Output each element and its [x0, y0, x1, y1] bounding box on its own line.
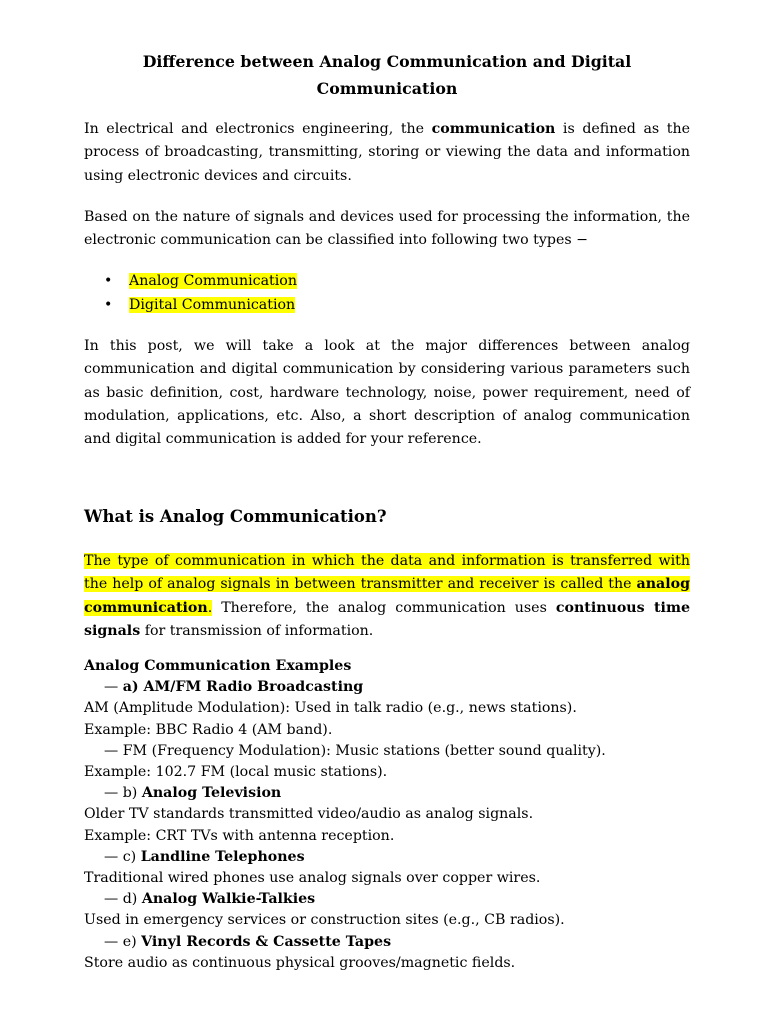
example-e-prefix: e)	[122, 933, 142, 950]
example-a-label: a) AM/FM Radio Broadcasting	[122, 679, 364, 696]
definition-highlight-dot: .	[207, 599, 213, 616]
example-c-prefix: c)	[122, 848, 141, 865]
example-am-example: Example: BBC Radio 4 (AM band).	[84, 721, 333, 738]
example-d-text: Used in emergency services or construction sites (e.g., CB radios).	[84, 912, 565, 929]
bullet-icon: •	[104, 273, 113, 289]
example-b-label: Analog Television	[141, 785, 282, 802]
dash-glyph: —	[104, 891, 119, 908]
types-list	[104, 270, 297, 317]
title-line-2: Communication	[316, 78, 458, 98]
example-c-label: Landline Telephones	[140, 848, 305, 865]
dash-glyph: —	[104, 742, 119, 759]
example-b-example: Example: CRT TVs with antenna reception.	[84, 827, 395, 844]
example-c-heading	[84, 847, 704, 868]
intro-text-post: is defined as the process of broadcasting, transmitting, storing or viewing the data and information using electronic devices and circuits.	[84, 121, 690, 184]
dash-glyph: —	[104, 848, 119, 865]
example-am-text: AM (Amplitude Modulation): Used in talk radio (e.g., news stations).	[84, 700, 577, 717]
example-b-heading	[84, 783, 704, 804]
definition-highlight-term: analog communication	[84, 576, 690, 616]
example-d-prefix: d)	[122, 891, 142, 908]
dash-glyph: —	[104, 785, 119, 802]
example-d-heading	[84, 889, 704, 910]
list-item	[104, 270, 297, 294]
overview-paragraph: In this post, we will take a look at the major differences between analog communication and digital communication by considering various parameters such as basic definition, cost, hardware technology, noise, power requirement, need of modulation, applications, etc. Also, a short description of analog communication and digital communication is added for your reference.	[84, 338, 690, 448]
example-b-prefix: b)	[122, 785, 142, 802]
definition-highlight: The type of communication in which the data and information is transferred with the help of analog signals in between transmitter and receiver is called the	[84, 553, 690, 593]
example-fm-line	[84, 741, 704, 762]
section-heading: What is Analog Communication?	[84, 507, 387, 526]
example-fm-text: FM (Frequency Modulation): Music stations (better sound quality).	[122, 742, 606, 759]
example-d-label: Analog Walkie-Talkies	[141, 891, 316, 908]
list-item-label: Analog Communication	[129, 273, 297, 289]
intro-bold-term: communication	[431, 121, 556, 137]
examples-heading: Analog Communication Examples	[84, 658, 352, 674]
definition-text-1: Therefore, the analog communication uses	[212, 599, 556, 616]
list-item-label: Digital Communication	[129, 296, 296, 313]
page-title	[84, 49, 690, 102]
example-e-text: Store audio as continuous physical grooves/magnetic fields.	[84, 954, 516, 971]
example-e-label: Vinyl Records & Cassette Tapes	[141, 933, 392, 950]
example-a-heading	[84, 677, 704, 698]
intro-paragraph	[84, 118, 690, 188]
definition-bold-term: continuous time signals	[84, 599, 690, 639]
bullet-icon: •	[104, 296, 113, 313]
classification-paragraph: Based on the nature of signals and devices used for processing the information, the electronic communication can be classified into following two types −	[84, 209, 690, 249]
title-line-1: Difference between Analog Communication and Digital	[142, 52, 632, 71]
definition-paragraph	[84, 550, 690, 643]
definition-text-2: for transmission of information.	[140, 622, 374, 639]
intro-text-pre: In electrical and electronics engineering, the	[84, 121, 432, 137]
examples-section	[84, 656, 704, 974]
dash-glyph: —	[104, 933, 119, 950]
example-c-text: Traditional wired phones use analog signals over copper wires.	[84, 870, 541, 887]
example-b-text: Older TV standards transmitted video/audio as analog signals.	[84, 806, 534, 823]
example-fm-example: Example: 102.7 FM (local music stations).	[84, 764, 388, 781]
example-e-heading	[84, 932, 704, 953]
dash-glyph: —	[104, 679, 119, 696]
list-item	[104, 294, 297, 318]
